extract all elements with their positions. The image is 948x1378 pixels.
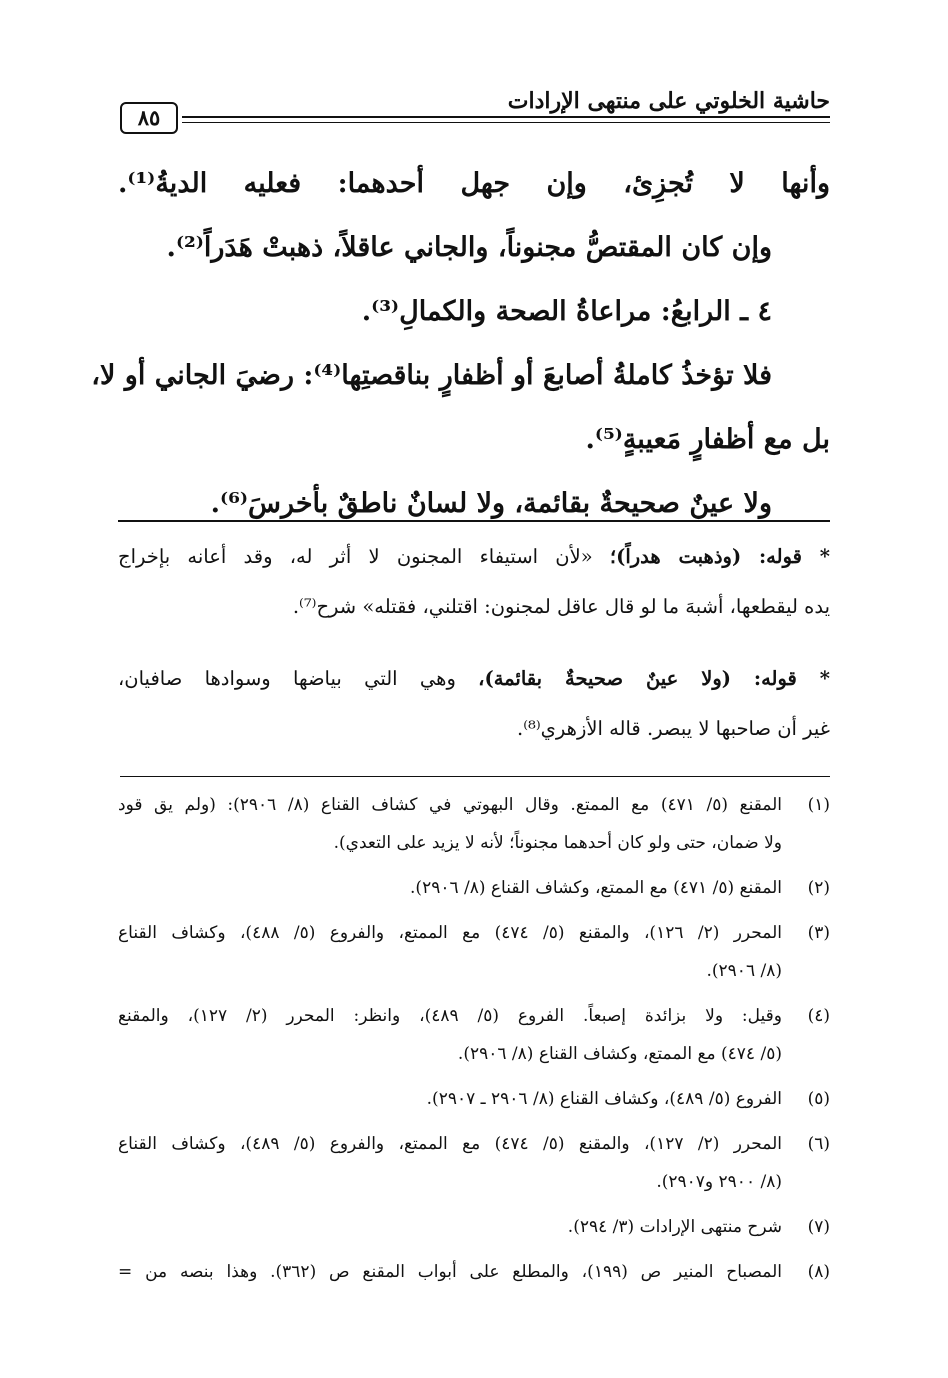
footnote-text: شرح منتهى الإرادات (٣/ ٢٩٤). [567,1217,782,1237]
footnote-line [118,997,830,1035]
running-title: حاشية الخلوتي على منتهى الإرادات [507,88,830,114]
footnote-number: (٦) [807,1134,830,1154]
footnote-6 [118,1125,830,1201]
footnote-1 [118,786,830,862]
footnote-line [118,1253,830,1291]
footnote-2 [118,869,830,907]
commentary-text: وهي التي بياضها وسوادها صافيان، [118,667,479,690]
footnote-number: (٧) [807,1217,830,1237]
footnote-text: المقنع (٥/ ٤٧١) مع الممتع. وقال البهوتي في كشاف القناع (٨/ ٢٩٠٦): (ولم يق قود [118,795,783,815]
main-line-6: ولا عينٌ صحيحةٌ بقائمة، ولا لسانٌ ناطقٌ بأخرسَ⁽⁶⁾. [210,488,772,519]
footnote-number: (٢) [807,878,830,898]
commentary-line: يده ليقطعها، أشبهَ ما لو قال عاقل لمجنون: اقتلني، فقتله» شرح⁽⁷⁾. [292,595,830,618]
commentary-lead: * قوله: (وذهبت هدراً)؛ [609,545,830,568]
header-rule-thick [182,116,830,118]
footnote-number: (٨) [807,1262,830,1282]
footnote-line [118,1080,830,1118]
commentary-lead: * قوله: (ولا عينٌ صحيحةٌ بقائمة)، [478,667,830,690]
footnote-text: وقيل: ولا بزائدة إصبعاً. الفروع (٥/ ٤٨٩)، وانظر: المحرر (٢/ ١٢٧)، والمقنع [118,1006,782,1026]
footnote-text: المحرر (٢/ ١٢٦)، والمقنع (٥/ ٤٧٤) مع الممتع، والفروع (٥/ ٤٨٨)، وكشاف القناع [118,923,782,943]
main-text-block [91,152,830,536]
footnote-text: المحرر (٢/ ١٢٧)، والمقنع (٥/ ٤٧٤) مع الممتع، والفروع (٥/ ٤٨٩)، وكشاف القناع [118,1134,782,1154]
footnote-text: المقنع (٥/ ٤٧١) مع الممتع، وكشاف القناع (٨/ ٢٩٠٦). [410,878,782,898]
commentary-line [118,654,830,704]
footnote-number: (٤) [807,1006,830,1026]
main-line-2: وإن كان المقتصُّ مجنوناً، والجاني عاقلاً، ذهبتْ هَدَراً⁽²⁾. [166,232,772,263]
commentary-divider [118,520,830,522]
footnote-text: (٨/ ٢٩٠٦). [706,961,782,981]
footnote-7 [118,1208,830,1246]
footnote-text: الفروع (٥/ ٤٨٩)، وكشاف القناع (٨/ ٢٩٠٦ ـ ٢٩٠٧). [426,1089,782,1109]
commentary-line [118,532,830,582]
footnote-divider [120,776,830,777]
commentary-block [118,532,830,776]
footnote-line [118,786,830,824]
main-line-5: بل مع أظفارٍ مَعيبةٍ⁽⁵⁾. [585,424,830,455]
footnote-line [118,1208,830,1246]
footnote-3 [118,914,830,990]
footnote-line [118,1125,830,1163]
commentary-paragraph-1 [118,532,830,632]
page-number-box: ٨٥ [120,102,178,134]
main-line-4: فلا تؤخذُ كاملةُ أصابعَ أو أظفارٍ بناقصتِها⁽⁴⁾: رضيَ الجاني أو لا، [91,360,772,391]
commentary-paragraph-2 [118,654,830,754]
header-rule-thin [182,122,830,123]
footnote-line [118,914,830,952]
footnote-line [118,869,830,907]
footnote-number: (١) [807,795,830,815]
footnotes-block [118,786,830,1298]
main-line-3: ٤ ـ الرابعُ: مراعاةُ الصحة والكمالِ⁽³⁾. [361,296,772,327]
footnote-text: المصباح المنير ص (١٩٩)، والمطلع على أبواب المقنع ص (٣٦٢). وهذا بنصه من = [118,1262,783,1282]
commentary-text: «لأن استيفاء المجنون لا أثر له، وقد أعانه بإخراج [118,545,610,568]
main-line-1: وأنها لا تُجزِئ، وإن جهل أحدهما: فعليه الديةُ⁽¹⁾. [118,168,830,199]
footnote-number: (٣) [807,923,830,943]
footnote-8 [118,1253,830,1291]
footnote-number: (٥) [807,1089,830,1109]
footnote-5 [118,1080,830,1118]
commentary-line: غير أن صاحبها لا يبصر. قاله الأزهري⁽⁸⁾. [517,717,830,740]
footnote-text: ولا ضمان، حتى ولو كان أحدهما مجنوناً؛ لأنه لا يزيد على التعدي). [333,833,782,853]
footnote-4 [118,997,830,1073]
footnote-text: (٥/ ٤٧٤) مع الممتع، وكشاف القناع (٨/ ٢٩٠٦). [457,1044,782,1064]
footnote-text: (٨/ ٢٩٠٠ و٢٩٠٧). [656,1172,782,1192]
